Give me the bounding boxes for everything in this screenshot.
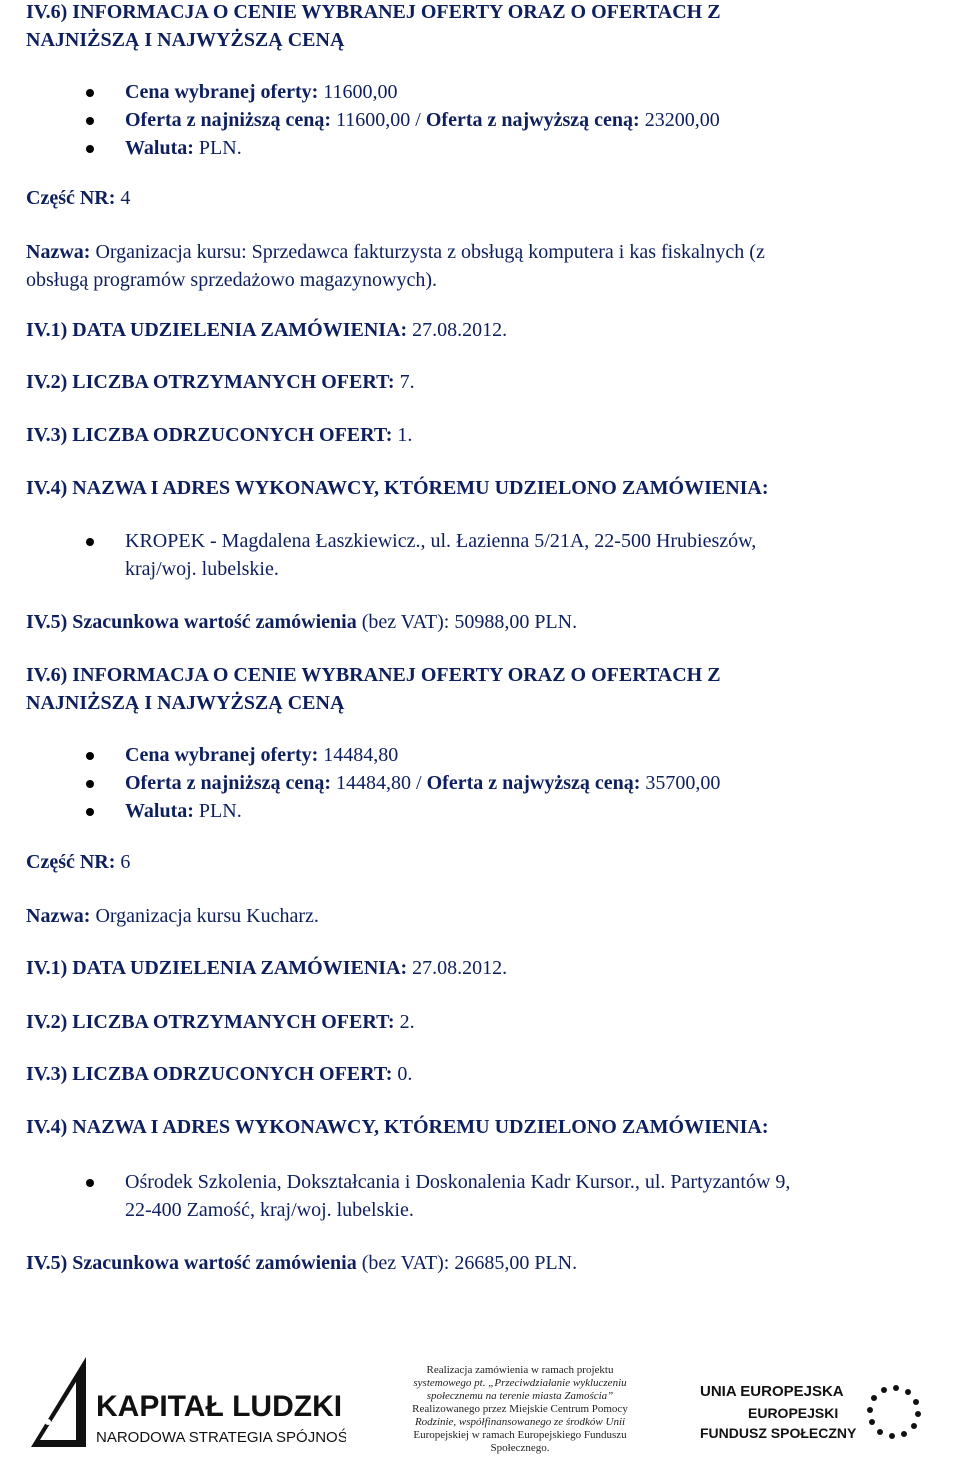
currency-item: Waluta: PLN.: [125, 800, 242, 822]
price-item: Cena wybranej oferty: 11600,00: [125, 81, 398, 103]
bullet-dot: [86, 780, 94, 788]
kapital-ludzki-emblem-icon: [26, 1352, 346, 1452]
section-heading: IV.6) INFORMACJA O CENIE WYBRANEJ OFERTY ORAZ O OFERTACH Z: [26, 1, 721, 23]
award-date: IV.1) DATA UDZIELENIA ZAMÓWIENIA: 27.08.2012.: [26, 957, 508, 979]
rejected-offers: IV.3) LICZBA ODRZUCONYCH OFERT: 1.: [26, 424, 413, 446]
bullet-dot: [86, 89, 94, 97]
eu-flag-icon: [696, 1370, 936, 1450]
contractor-address-cont: kraj/woj. lubelskie.: [125, 558, 279, 580]
bullet-dot: [86, 752, 94, 760]
currency-item: Waluta: PLN.: [125, 137, 242, 159]
received-offers: IV.2) LICZBA OTRZYMANYCH OFERT: 7.: [26, 371, 415, 393]
contractor-address: KROPEK - Magdalena Łaszkiewicz., ul. Łazienna 5/21A, 22-500 Hrubieszów,: [125, 530, 757, 552]
part-name: Nazwa: Organizacja kursu: Sprzedawca fakturzysta z obsługą komputera i kas fiskalnych (z: [26, 241, 765, 263]
rejected-offers: IV.3) LICZBA ODRZUCONYCH OFERT: 0.: [26, 1063, 413, 1085]
bullet-dot: [86, 117, 94, 125]
funding-note: Realizacja zamówienia w ramach projektu systemowego pt. „Przeciwdziałanie wykluczeniu społecznemu na terenie miasta Zamościa” Realizowanego przez Miejskie Centrum Pomocy Rodzinie, współfinansowanego ze środków Unii Europejskiej w ramach Europejskiego Funduszu Społecznego.: [412, 1364, 628, 1454]
bullet-dot: [86, 1179, 94, 1187]
part-number: Część NR: 4: [26, 187, 131, 209]
part-name-cont: obsługą programów sprzedażowo magazynowych).: [26, 269, 437, 291]
range-item: Oferta z najniższą ceną: 14484,80 / Oferta z najwyższą ceną: 35700,00: [125, 772, 721, 794]
info-heading: IV.6) INFORMACJA O CENIE WYBRANEJ OFERTY ORAZ O OFERTACH Z: [26, 664, 721, 686]
eu-l3: FUNDUSZ SPOŁECZNY: [700, 1425, 857, 1441]
eu-l2: EUROPEJSKI: [748, 1405, 839, 1421]
kl-subtitle: NARODOWA STRATEGIA SPÓJNOŚCI: [96, 1429, 346, 1446]
part-name: Nazwa: Organizacja kursu Kucharz.: [26, 905, 319, 927]
eu-logo: [696, 1370, 936, 1450]
estimated-value: IV.5) Szacunkowa wartość zamówienia (bez VAT): 50988,00 PLN.: [26, 611, 578, 633]
estimated-value: IV.5) Szacunkowa wartość zamówienia (bez VAT): 26685,00 PLN.: [26, 1252, 578, 1274]
bullet-dot: [86, 808, 94, 816]
section-heading-cont: NAJNIŻSZĄ I NAJWYŻSZĄ CENĄ: [26, 29, 345, 51]
part-number: Część NR: 6: [26, 851, 131, 873]
award-date: IV.1) DATA UDZIELENIA ZAMÓWIENIA: 27.08.2012.: [26, 319, 508, 341]
kl-title: KAPITAŁ LUDZKI: [96, 1390, 343, 1423]
received-offers: IV.2) LICZBA OTRZYMANYCH OFERT: 2.: [26, 1011, 415, 1033]
eu-l1: UNIA EUROPEJSKA: [700, 1383, 844, 1400]
bullet-dot: [86, 145, 94, 153]
range-item: Oferta z najniższą ceną: 11600,00 / Oferta z najwyższą ceną: 23200,00: [125, 109, 720, 131]
contractor-address-cont: 22-400 Zamość, kraj/woj. lubelskie.: [125, 1199, 414, 1221]
kapital-ludzki-logo: [26, 1352, 346, 1452]
page-footer: [0, 1340, 960, 1458]
contractor-heading: IV.4) NAZWA I ADRES WYKONAWCY, KTÓREMU UDZIELONO ZAMÓWIENIA:: [26, 477, 769, 499]
bullet-dot: [86, 538, 94, 546]
contractor-address: Ośrodek Szkolenia, Dokształcania i Doskonalenia Kadr Kursor., ul. Partyzantów 9,: [125, 1171, 791, 1193]
info-heading-cont: NAJNIŻSZĄ I NAJWYŻSZĄ CENĄ: [26, 692, 345, 714]
price-item: Cena wybranej oferty: 14484,80: [125, 744, 399, 766]
contractor-heading: IV.4) NAZWA I ADRES WYKONAWCY, KTÓREMU UDZIELONO ZAMÓWIENIA:: [26, 1116, 769, 1138]
